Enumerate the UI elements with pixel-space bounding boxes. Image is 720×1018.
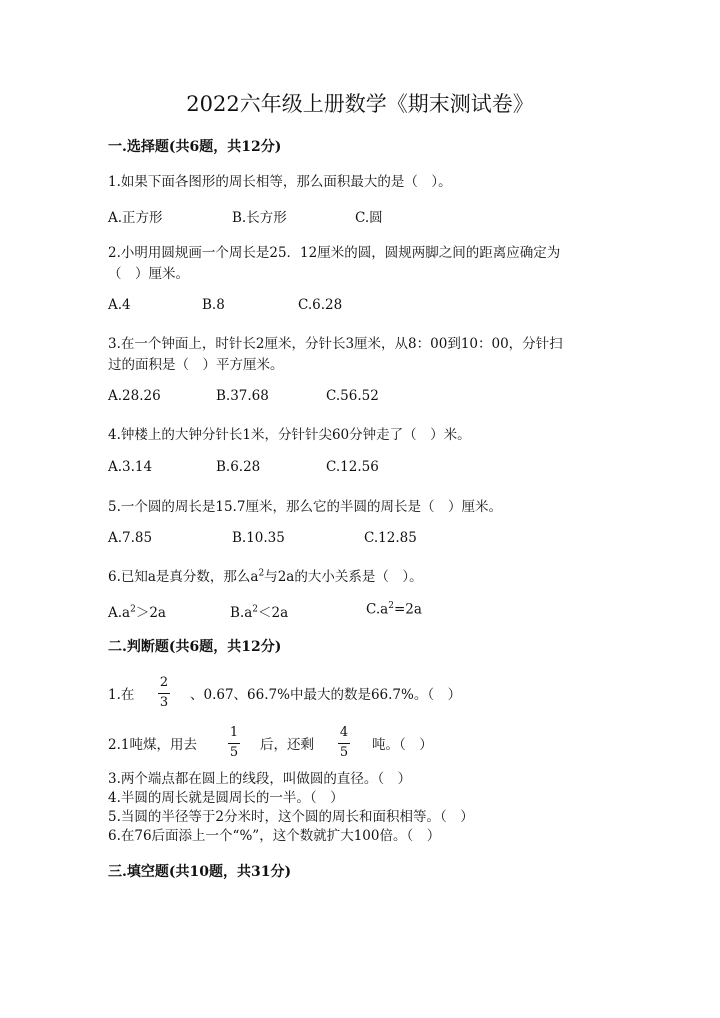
judge-4: 4.半圆的周长就是圆周长的一半。（ ） — [108, 790, 344, 806]
q6-option-b: $B.a^2<2a$ — [230, 604, 289, 621]
q3-option-c: C.56.52 — [326, 388, 379, 404]
judge-2-post: 吨。（ ） — [372, 737, 433, 753]
q4-option-a: A.3.14 — [108, 459, 153, 475]
question-4: 4.钟楼上的大钟分针长1米，分针针尖60分钟走了（ ）米。 — [108, 427, 471, 443]
judge-5: 5.当圆的半径等于2分米时，这个圆的周长和面积相等。（ ） — [108, 809, 474, 825]
q1-option-a: A.正方形 — [108, 210, 163, 226]
question-5: 5.一个圆的周长是15.7厘米，那么它的半圆的周长是（ ）厘米。 — [108, 499, 502, 515]
fraction-two-thirds: 2 3 — [159, 675, 169, 710]
judge-2-mid: 后，还剩 — [260, 737, 314, 753]
judge-3: 3.两个端点都在圆上的线段，叫做圆的直径。（ ） — [108, 771, 412, 787]
judge-1-post: 、0.67、66.7%中最大的数是66.7%。（ ） — [190, 687, 462, 703]
q4-option-b: B.6.28 — [216, 459, 261, 475]
question-2-line1: 2.小明用圆规画一个周长是25．12厘米的圆，圆规两脚之间的距离应确定为 — [108, 245, 561, 261]
q6-option-a: $A.a^2>2a$ — [108, 604, 166, 621]
q6-option-c: $C.a^2=2a$ — [366, 601, 422, 618]
q2-option-b: B.8 — [202, 297, 225, 313]
question-1: 1.如果下面各图形的周长相等，那么面积最大的是（ ）。 — [108, 174, 452, 190]
question-3-line2: 过的面积是（ ）平方厘米。 — [108, 357, 284, 373]
page-title: 2022六年级上册数学《期末测试卷》 — [186, 92, 534, 116]
question-6: 6.已知a是真分数，那么$a^2$与2a的大小关系是（ ）。 — [108, 568, 423, 585]
fraction-four-fifths: 4 5 — [339, 725, 349, 760]
section-heading-choice: 一.选择题(共6题，共12分) — [108, 139, 282, 155]
q2-option-c: C.6.28 — [298, 297, 343, 313]
q1-option-b: B.长方形 — [232, 210, 287, 226]
section-heading-fill: 三.填空题(共10题，共31分) — [108, 864, 292, 880]
question-3-line1: 3.在一个钟面上，时针长2厘米，分针长3厘米，从8：00到10：00，分针扫 — [108, 336, 563, 352]
q2-option-a: A.4 — [108, 297, 131, 313]
judge-2-pre: 2.1吨煤，用去 — [108, 737, 197, 753]
q5-option-a: A.7.85 — [108, 530, 153, 546]
judge-1-pre: 1.在 — [108, 687, 135, 703]
q3-option-b: B.37.68 — [216, 388, 269, 404]
judge-6: 6.在76后面添上一个“%”，这个数就扩大100倍。（ ） — [108, 828, 441, 844]
section-heading-judge: 二.判断题(共6题，共12分) — [108, 639, 282, 655]
q1-option-c: C.圆 — [355, 210, 383, 226]
fraction-one-fifth: 1 5 — [229, 725, 239, 760]
question-2-line2: （ ）厘米。 — [108, 266, 189, 282]
q4-option-c: C.12.56 — [326, 459, 379, 475]
q5-option-b: B.10.35 — [232, 530, 285, 546]
q5-option-c: C.12.85 — [364, 530, 417, 546]
q3-option-a: A.28.26 — [108, 388, 161, 404]
